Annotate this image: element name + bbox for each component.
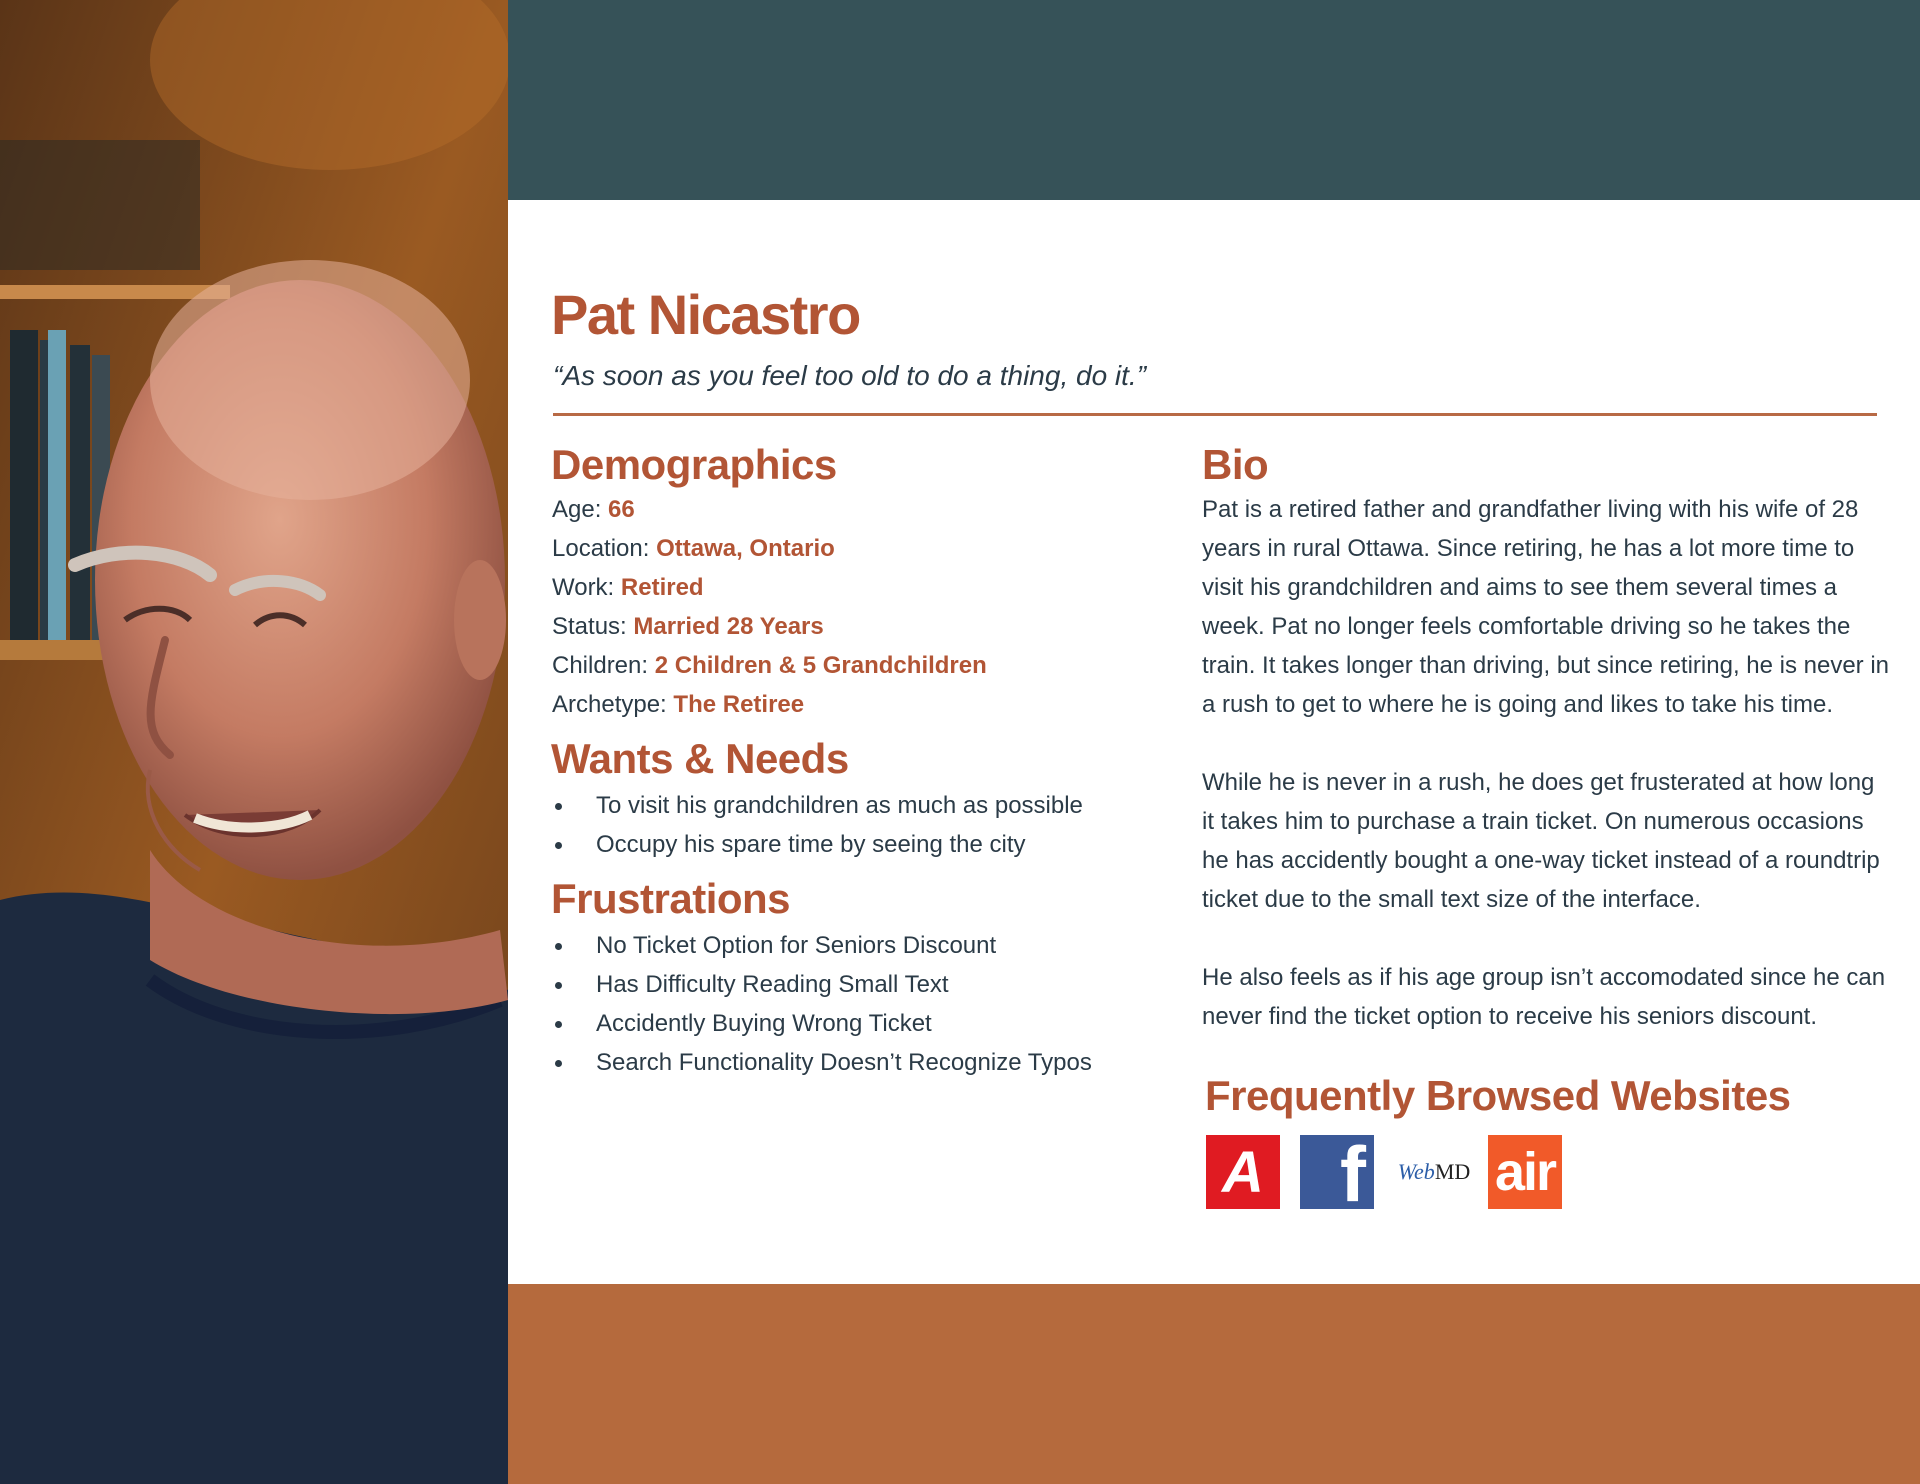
wants-list	[553, 786, 1083, 864]
webmd-logo-icon: Web MD	[1397, 1159, 1471, 1184]
frustrations-title: Frustrations	[551, 875, 791, 922]
demographic-value: Married 28 Years	[633, 613, 824, 640]
bottom-band	[508, 1284, 1920, 1484]
bio-title: Bio	[1202, 441, 1269, 488]
demographic-label: Archetype:	[552, 691, 674, 718]
portrait-illustration	[0, 0, 508, 1484]
demographic-value: 66	[608, 496, 635, 523]
demographic-children	[552, 646, 987, 685]
list-item: To visit his grandchildren as much as possible	[553, 786, 1083, 825]
demographic-label: Children:	[552, 652, 655, 679]
websites-title: Frequently Browsed Websites	[1205, 1072, 1791, 1119]
top-band	[508, 0, 1920, 200]
list-item: Has Difficulty Reading Small Text	[553, 965, 1092, 1004]
demographic-age	[552, 490, 635, 529]
demographic-work	[552, 568, 704, 607]
demographic-status	[552, 607, 824, 646]
persona-quote: “As soon as you feel too old to do a thing, do it.”	[553, 360, 1147, 391]
header-divider	[553, 413, 1877, 416]
demographic-archetype	[552, 685, 804, 724]
demographic-label: Location:	[552, 535, 657, 562]
bio-paragraph: While he is never in a rush, he does get frusterated at how long it takes him to purchase a train ticket. On numerous occasions he has accidently bought a one-way ticket instead of a roundtrip ticket due to the small text size of the interface.	[1202, 769, 1880, 913]
list-item: No Ticket Option for Seniors Discount	[553, 926, 1092, 965]
demographic-value: The Retiree	[673, 691, 805, 718]
facebook-logo-icon: f	[1300, 1135, 1374, 1209]
demographic-value: Ottawa, Ontario	[656, 535, 835, 562]
demographic-label: Work:	[552, 574, 621, 601]
allrecipes-logo-icon: air	[1488, 1135, 1562, 1209]
demographic-label: Age:	[552, 496, 609, 523]
aarp-logo-icon: A	[1206, 1135, 1280, 1209]
bio-paragraph: He also feels as if his age group isn’t accomodated since he can never find the ticket option to receive his seniors discount.	[1202, 964, 1886, 1030]
demographic-value: Retired	[620, 574, 704, 601]
demographic-location	[552, 529, 835, 568]
list-item: Occupy his spare time by seeing the city	[553, 825, 1083, 864]
frustrations-list	[553, 926, 1092, 1082]
website-logos	[1206, 1135, 1566, 1209]
demographics-title: Demographics	[551, 441, 837, 488]
wants-title: Wants & Needs	[551, 735, 849, 782]
demographic-value: 2 Children & 5 Grandchildren	[654, 652, 987, 679]
list-item: Accidently Buying Wrong Ticket	[553, 1004, 1092, 1043]
persona-photo	[0, 0, 508, 1484]
demographic-label: Status:	[552, 613, 634, 640]
list-item: Search Functionality Doesn’t Recognize Typos	[553, 1043, 1092, 1082]
persona-name: Pat Nicastro	[551, 283, 860, 346]
bio-paragraph: Pat is a retired father and grandfather living with his wife of 28 years in rural Ottawa. Since retiring, he has a lot more time to visit his grandchildren and aims to see them several times a week. Pat no longer feels comfortable driving so he takes the train. It takes longer than driving, but since retiring, he is never in a rush to get to where he is going and likes to take his time.	[1202, 496, 1890, 718]
